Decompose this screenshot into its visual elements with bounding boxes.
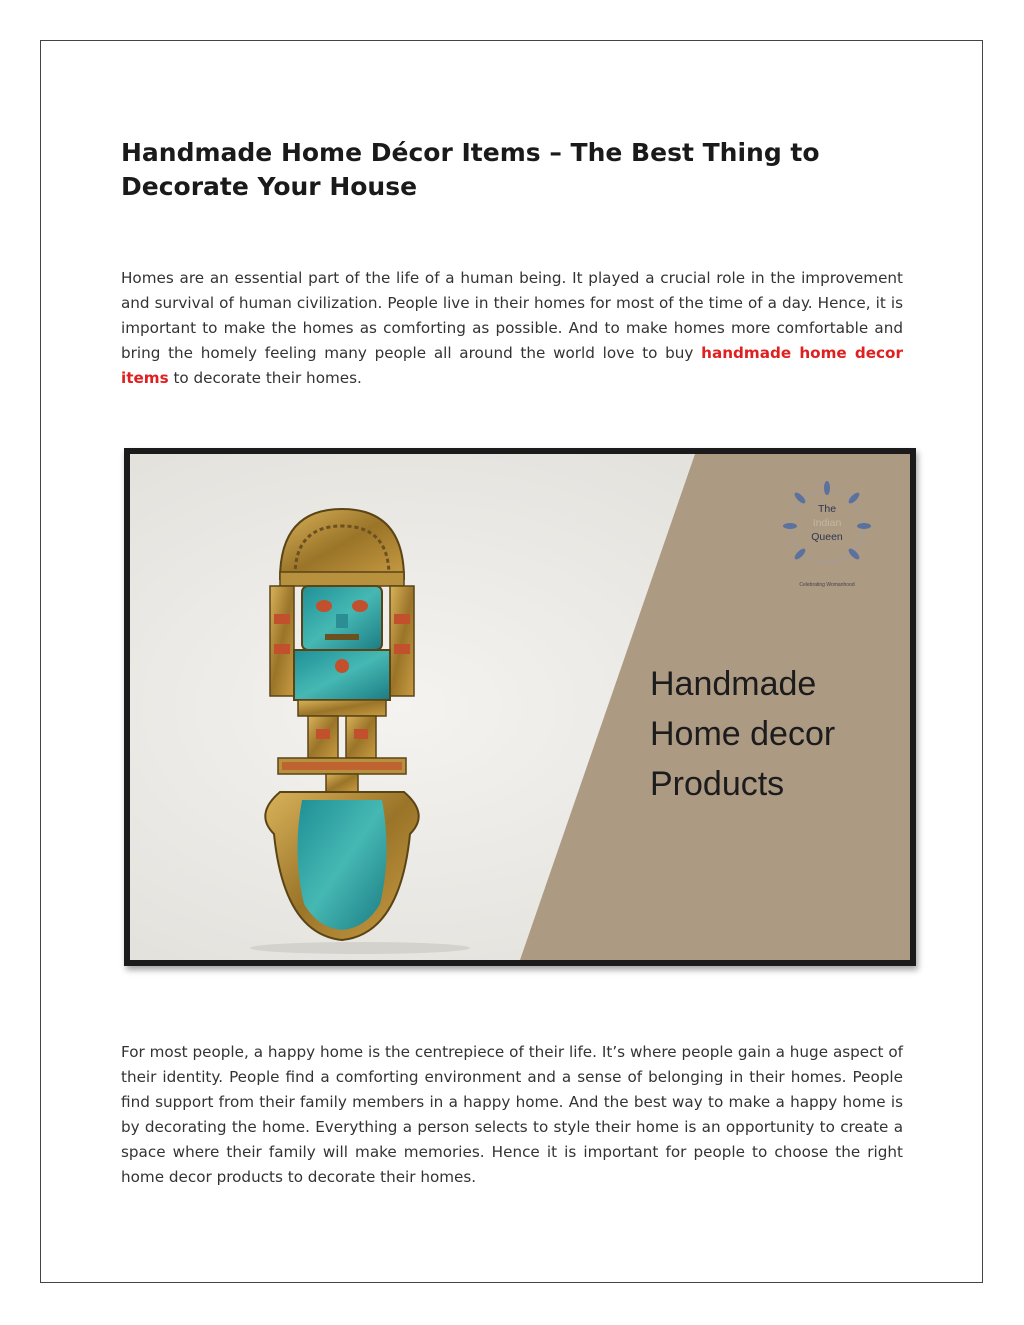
article-title: Handmade Home Décor Items – The Best Thing to Decorate Your House [121, 138, 820, 201]
logo-tagline: Celebrating Womanhood [799, 582, 855, 588]
hero-heading-line-1: Handmade [650, 665, 817, 703]
intro-text-before-link: Homes are an essential part of the life of a human being. It played a crucial role in the improvement and survival of human civilization. People live in their homes for most of the time of a day. Hence, it is important to make the homes as comforting as possible. And to make homes more comfortable and bring the homely feeling many people all around the world love to buy [121, 269, 903, 362]
hero-image [124, 448, 916, 966]
logo-name-line-1: The [817, 503, 837, 515]
intro-text-after-link: to decorate their homes. [168, 369, 362, 387]
hero-heading-line-3: Products [650, 765, 785, 803]
the-indian-queen-logo [772, 478, 882, 598]
handmade-home-decor-link[interactable]: handmade home decor items [121, 344, 903, 387]
intro-paragraph [121, 266, 903, 391]
logo-name-line-3: Queen [811, 531, 843, 543]
body-paragraph: For most people, a happy home is the centrepiece of their life. It’s where people gain a huge aspect of their identity. People find a comforting environment and a sense of belonging in their homes. People find support from their family members in a happy home. And the best way to make a happy home is by decorating the home. Everything a person selects to style their home is an opportunity to create a space where their family will make memories. Hence it is important for people to choose the right home decor products to decorate their homes. [121, 1043, 903, 1186]
hero-heading [650, 659, 910, 809]
logo-name-line-2: Indian [812, 517, 842, 529]
logo-name [772, 502, 882, 544]
hero-heading-line-2: Home decor [650, 715, 836, 753]
